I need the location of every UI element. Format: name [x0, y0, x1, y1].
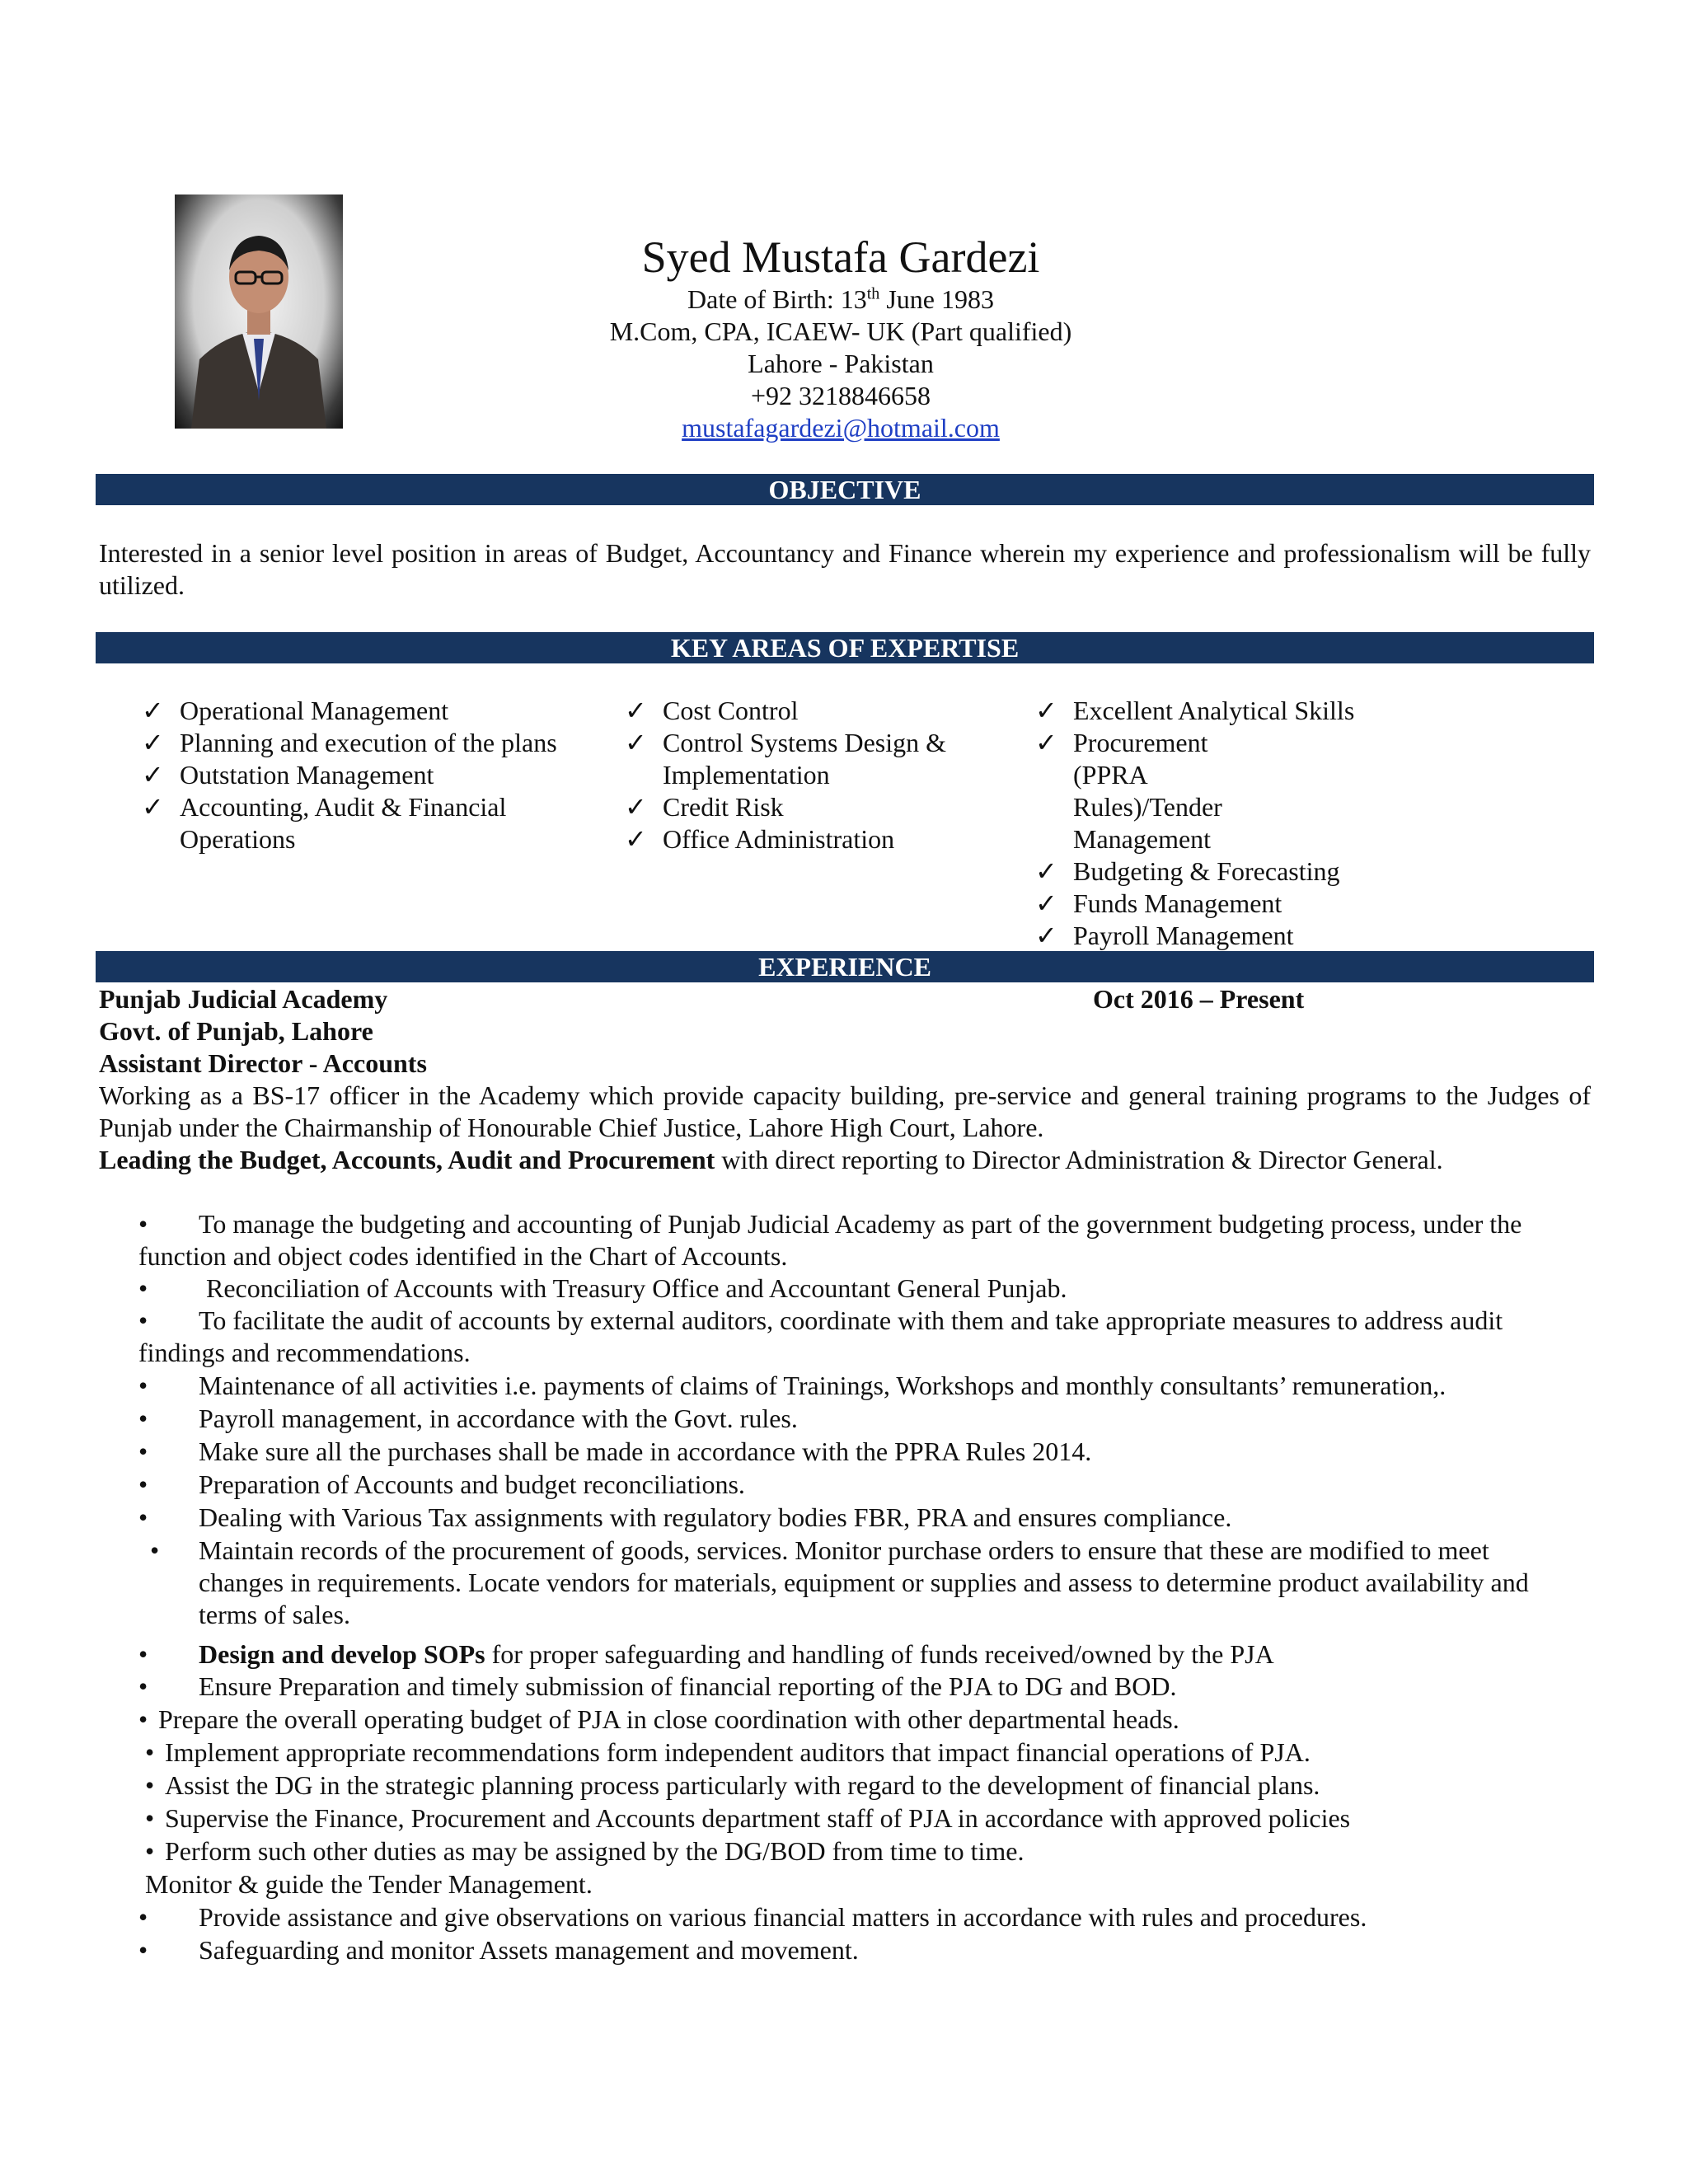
- check-icon: ✓: [142, 760, 164, 790]
- check-icon: ✓: [625, 696, 647, 725]
- bullet-icon: •: [138, 1671, 148, 1701]
- bullet-icon: •: [138, 1404, 148, 1433]
- bullet-icon: •: [138, 1305, 148, 1335]
- expertise-item: ✓ Budgeting & Forecasting: [1035, 856, 1340, 886]
- bullet-icon: •: [138, 1469, 148, 1499]
- bullet-icon: •: [138, 1436, 148, 1466]
- contact-header: [528, 231, 1154, 444]
- expertise-heading: KEY AREAS OF EXPERTISE: [96, 632, 1594, 663]
- expertise-item: ✓ Office Administration: [625, 824, 895, 854]
- expertise-item: ✓ Outstation Management: [142, 760, 434, 790]
- expertise-item: ✓ Procurement (PPRA Rules)/Tender Management: [1035, 728, 1222, 854]
- qualifications: M.Com, CPA, ICAEW- UK (Part qualified): [609, 316, 1072, 346]
- bullet-icon: •: [145, 1836, 155, 1866]
- expertise-item: ✓ Operational Management: [142, 696, 449, 725]
- check-icon: ✓: [625, 792, 647, 822]
- bullet-icon: •: [138, 1935, 148, 1965]
- expertise-item: ✓ Credit Risk: [625, 792, 784, 822]
- resume-page: Syed Mustafa Gardezi Date of Birth: 13th June 1983 M.Com, CPA, ICAEW- UK (Part qualified) Lahore - Pakistan +92 3218846658 mustafagardezi@hotmail.com OBJECTIVE Interested in a senior level position in areas of Budget, Accountancy and Finance wherein my experience and professionalism will be fully utilized. KEY AREAS OF EXPERTISE ✓ Operational Management ✓ Planning and execution of the plans ✓ Outstation Management ✓ Accounting, Audit & Financial Operations ✓ Cost Control ✓ Control Systems Design & Implementation ✓ Credit Risk ✓ Office Administration ✓ Excellent Analytical Skills ✓ Procurement (PPRA Rules)/Tender Management ✓ Budgeting & Forecasting ✓ Funds Management ✓ Payroll Management EXPERIENCE Punjab Judicial Academy Oct 2016 – Present Govt. of Punjab, Lahore Assistant Director - Accounts Working as a BS-17 officer in the Academy which provide capacity building, pre-service and general training programs to the Judges of Punjab under the Chairmanship of Honourable Chief Justice, Lahore High Court, Lahore. Leading the Budget, Accounts, Audit and Procurement with direct reporting to Director Administration & Director General. • To manage the budgeting and accounting of Punjab Judicial Academy as part of the government budgeting process, under the function and object codes identified in the Chart of Accounts. • Reconciliation of Accounts with Treasury Office and Accountant General Punjab. • To facilitate the audit of accounts by external auditors, coordinate with them and take appropriate measures to address audit findings and recommendations. • Maintenance of all activities i.e. payments of claims of Trainings, Workshops and monthly consultants’ remuneration,. • Payroll management, in accordance with the Govt. rules. • Make sure all the purchases shall be made in accordance with the PPRA Rules 2014. • Preparation of Accounts and budget reconciliations. • Dealing with Various Tax assignments with regulatory bodies FBR, PRA and ensures compliance. • Maintain records of the procurement of goods, services. Monitor purchase orders to ensure that these are modified to meet changes in requirements. Locate vendors for materials, equipment or supplies and assess to determine product availability and terms of sales. • Design and develop SOPs for proper safeguarding and handling of funds received/owned by the PJA • Ensure Preparation and timely submission of financial reporting of the PJA to DG and BOD. • Prepare the overall operating budget of PJA in close coordination with other departmental heads. • Implement appropriate recommendations form independent auditors that impact financial operations of PJA. • Assist the DG in the strategic planning process particularly with regard to the development of financial plans. • Supervise the Finance, Procurement and Accounts department staff of PJA in accordance with approved policies • Perform such other duties as may be assigned by the DG/BOD from time to time. Monitor & guide the Tender Management. • Provide assistance and give observations on various financial matters in accordance with rules and procedures. • Safeguarding and monitor Assets management and movement.: [0, 0, 1688, 2184]
- check-icon: ✓: [1035, 696, 1057, 725]
- expertise-item: ✓ Cost Control: [625, 696, 799, 725]
- bullet-icon: •: [150, 1535, 160, 1565]
- role-summary: Working as a BS-17 officer in the Academy which provide capacity building, pre-service and general training programs to the Judges of Punjab under the Chairmanship of Honourable Chief Justice, Lahore High Court, Lahore.: [99, 1080, 1591, 1142]
- check-icon: ✓: [142, 728, 164, 757]
- check-icon: ✓: [1035, 921, 1057, 950]
- employer-name: Punjab Judicial Academy: [99, 984, 388, 1014]
- bullet-icon: •: [138, 1639, 148, 1669]
- department: Govt. of Punjab, Lahore: [99, 1016, 373, 1046]
- employment-dates: Oct 2016 – Present: [1093, 984, 1305, 1014]
- check-icon: ✓: [142, 696, 164, 725]
- expertise-item: ✓ Planning and execution of the plans: [142, 728, 557, 757]
- bullet-icon: •: [138, 1902, 148, 1932]
- profile-photo: [175, 194, 343, 429]
- bullet-icon: •: [145, 1737, 155, 1767]
- person-portrait-icon: [175, 194, 343, 429]
- check-icon: ✓: [142, 792, 164, 822]
- expertise-item: ✓ Control Systems Design & Implementation: [625, 728, 947, 790]
- experience-heading: EXPERIENCE: [96, 951, 1594, 982]
- objective-heading: OBJECTIVE: [96, 474, 1594, 505]
- date-of-birth: Date of Birth: 13th June 1983: [687, 284, 994, 314]
- duty-item: • Maintain records of the procurement of goods, services. Monitor purchase orders to ensure that these are modified to meet changes in requirements. Locate vendors for materials, equipment or supplies and assess to determine product availability and terms of sales.: [150, 1535, 1529, 1629]
- role-lead: Leading the Budget, Accounts, Audit and Procurement with direct reporting to Director Administration & Director General.: [99, 1145, 1443, 1174]
- email-link[interactable]: mustafagardezi@hotmail.com: [682, 413, 1000, 443]
- expertise-item: ✓ Funds Management: [1035, 888, 1282, 918]
- bullet-icon: •: [145, 1803, 155, 1833]
- bullet-icon: •: [145, 1770, 155, 1800]
- bullet-icon: •: [138, 1502, 148, 1532]
- phone-number: +92 3218846658: [750, 381, 931, 410]
- bullet-icon: •: [138, 1371, 148, 1400]
- expertise-column-2: [625, 695, 1004, 855]
- duty-item-continuation: findings and recommendations.: [138, 1338, 471, 1367]
- candidate-name: Syed Mustafa Gardezi: [641, 232, 1040, 282]
- check-icon: ✓: [1035, 728, 1057, 757]
- check-icon: ✓: [1035, 888, 1057, 918]
- bullet-icon: •: [138, 1273, 148, 1303]
- expertise-item: ✓ Excellent Analytical Skills: [1035, 696, 1355, 725]
- job-title: Assistant Director - Accounts: [99, 1048, 427, 1078]
- bullet-icon: •: [138, 1209, 148, 1239]
- duty-item-plain: Monitor & guide the Tender Management.: [145, 1869, 593, 1899]
- objective-text: Interested in a senior level position in areas of Budget, Accountancy and Finance wherein my experience and professionalism will be fully utilized.: [99, 538, 1591, 600]
- expertise-column-3: [1035, 695, 1398, 952]
- location: Lahore - Pakistan: [748, 349, 934, 378]
- expertise-column-1: [142, 695, 603, 855]
- expertise-item: ✓ Payroll Management: [1035, 921, 1294, 950]
- duty-item-continuation: function and object codes identified in the Chart of Accounts.: [138, 1241, 788, 1271]
- expertise-item: ✓ Accounting, Audit & Financial Operations: [142, 792, 507, 854]
- check-icon: ✓: [1035, 856, 1057, 886]
- check-icon: ✓: [625, 824, 647, 854]
- bullet-icon: •: [138, 1704, 148, 1734]
- check-icon: ✓: [625, 728, 647, 757]
